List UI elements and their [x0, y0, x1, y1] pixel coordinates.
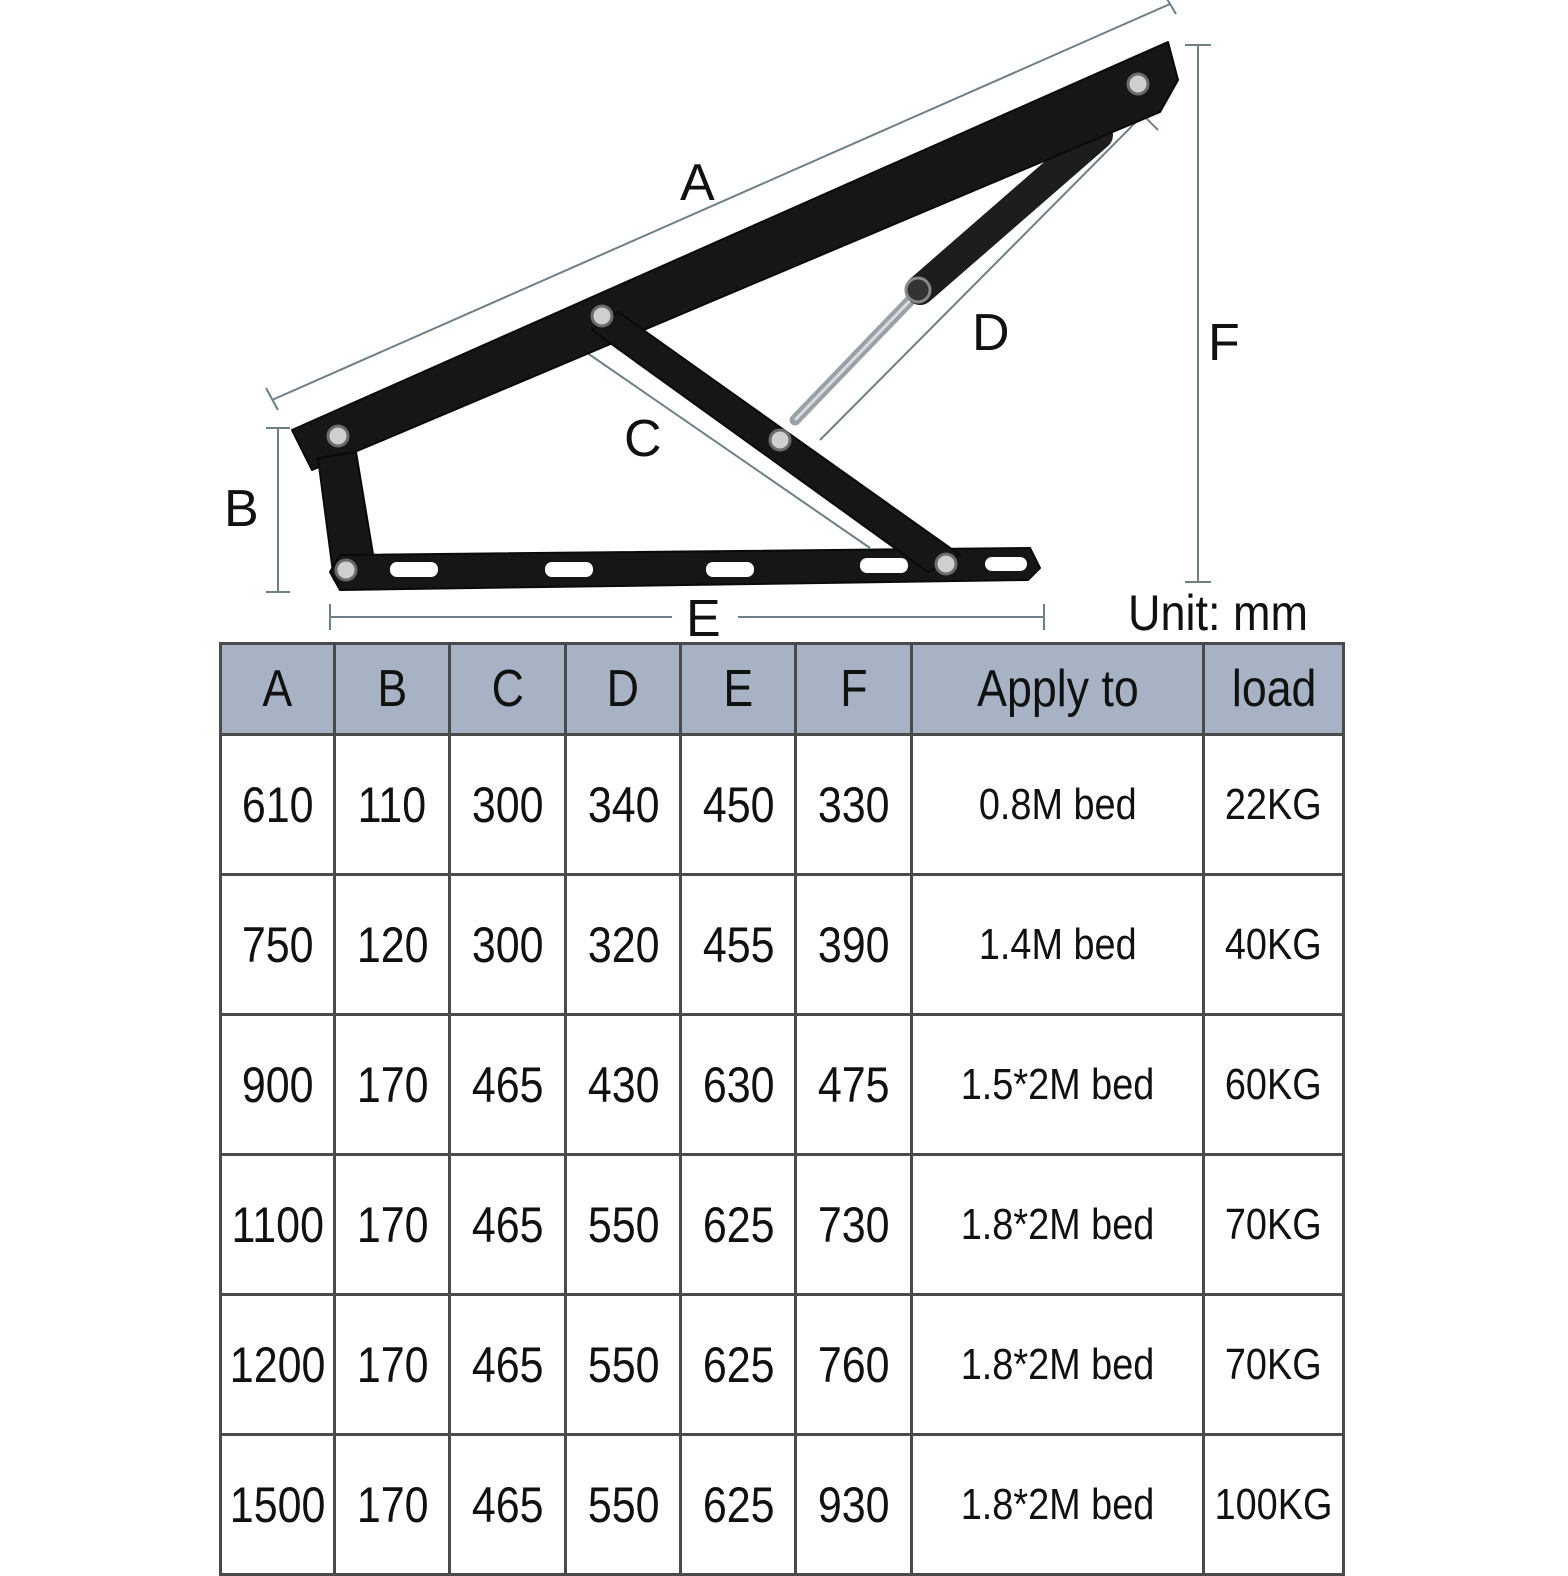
- cell-e: 630: [681, 1015, 796, 1155]
- cell-d: 340: [566, 735, 681, 875]
- cell-load: 100KG: [1204, 1435, 1344, 1575]
- cell-c: 465: [450, 1155, 566, 1295]
- lift-mechanism-diagram: [0, 0, 1568, 640]
- cell-a: 1500: [221, 1435, 335, 1575]
- table-row: [221, 735, 1344, 875]
- header-apply-to: Apply to: [912, 644, 1204, 735]
- table-row: [221, 875, 1344, 1015]
- rivet-icon: [770, 430, 790, 450]
- unit-label: Unit: mm: [1128, 585, 1308, 641]
- cell-b: 110: [335, 735, 450, 875]
- cell-load: 22KG: [1204, 735, 1344, 875]
- cell-e: 625: [681, 1295, 796, 1435]
- header-d: D: [566, 644, 681, 735]
- cell-f: 330: [796, 735, 912, 875]
- cell-f: 760: [796, 1295, 912, 1435]
- cell-e: 625: [681, 1435, 796, 1575]
- cell-apply-to: 1.8*2M bed: [912, 1295, 1204, 1435]
- rivet-icon: [336, 560, 356, 580]
- cell-b: 120: [335, 875, 450, 1015]
- header-c: C: [450, 644, 566, 735]
- rivet-icon: [328, 426, 348, 446]
- dim-label-b: B: [224, 480, 259, 538]
- dim-label-c: C: [624, 410, 662, 468]
- table-row: [221, 1015, 1344, 1155]
- header-f: F: [796, 644, 912, 735]
- cell-e: 450: [681, 735, 796, 875]
- cell-f: 475: [796, 1015, 912, 1155]
- cell-load: 70KG: [1204, 1295, 1344, 1435]
- cell-a: 900: [221, 1015, 335, 1155]
- cell-e: 625: [681, 1155, 796, 1295]
- cell-f: 730: [796, 1155, 912, 1295]
- header-b: B: [335, 644, 450, 735]
- cell-b: 170: [335, 1435, 450, 1575]
- cell-apply-to: 1.8*2M bed: [912, 1435, 1204, 1575]
- cell-c: 300: [450, 875, 566, 1015]
- cell-d: 550: [566, 1155, 681, 1295]
- cell-b: 170: [335, 1295, 450, 1435]
- rivet-icon: [592, 306, 612, 326]
- table-header-row: [221, 644, 1344, 735]
- spec-table: [219, 642, 1345, 1576]
- cell-a: 1200: [221, 1295, 335, 1435]
- cell-c: 465: [450, 1435, 566, 1575]
- cell-d: 320: [566, 875, 681, 1015]
- cell-apply-to: 1.4M bed: [912, 875, 1204, 1015]
- table-row: [221, 1155, 1344, 1295]
- dim-label-f: F: [1208, 314, 1240, 372]
- cell-b: 170: [335, 1155, 450, 1295]
- cell-e: 455: [681, 875, 796, 1015]
- cell-c: 465: [450, 1295, 566, 1435]
- header-load: load: [1204, 644, 1344, 735]
- cell-apply-to: 1.5*2M bed: [912, 1015, 1204, 1155]
- cell-a: 1100: [221, 1155, 335, 1295]
- cell-f: 930: [796, 1435, 912, 1575]
- header-a: A: [221, 644, 335, 735]
- cell-d: 430: [566, 1015, 681, 1155]
- dim-label-e: E: [686, 590, 721, 640]
- cell-c: 465: [450, 1015, 566, 1155]
- cell-a: 750: [221, 875, 335, 1015]
- cell-c: 300: [450, 735, 566, 875]
- header-e: E: [681, 644, 796, 735]
- cell-load: 70KG: [1204, 1155, 1344, 1295]
- cell-f: 390: [796, 875, 912, 1015]
- table-row: [221, 1295, 1344, 1435]
- table-row: [221, 1435, 1344, 1575]
- cell-load: 60KG: [1204, 1015, 1344, 1155]
- cell-apply-to: 0.8M bed: [912, 735, 1204, 875]
- rivet-icon: [936, 554, 956, 574]
- dim-label-a: A: [680, 154, 715, 212]
- cell-d: 550: [566, 1435, 681, 1575]
- dim-label-d: D: [972, 304, 1010, 362]
- cell-load: 40KG: [1204, 875, 1344, 1015]
- cell-d: 550: [566, 1295, 681, 1435]
- rivet-icon: [1128, 74, 1148, 94]
- cell-a: 610: [221, 735, 335, 875]
- cell-apply-to: 1.8*2M bed: [912, 1155, 1204, 1295]
- cell-b: 170: [335, 1015, 450, 1155]
- steel-frame: [292, 42, 1178, 590]
